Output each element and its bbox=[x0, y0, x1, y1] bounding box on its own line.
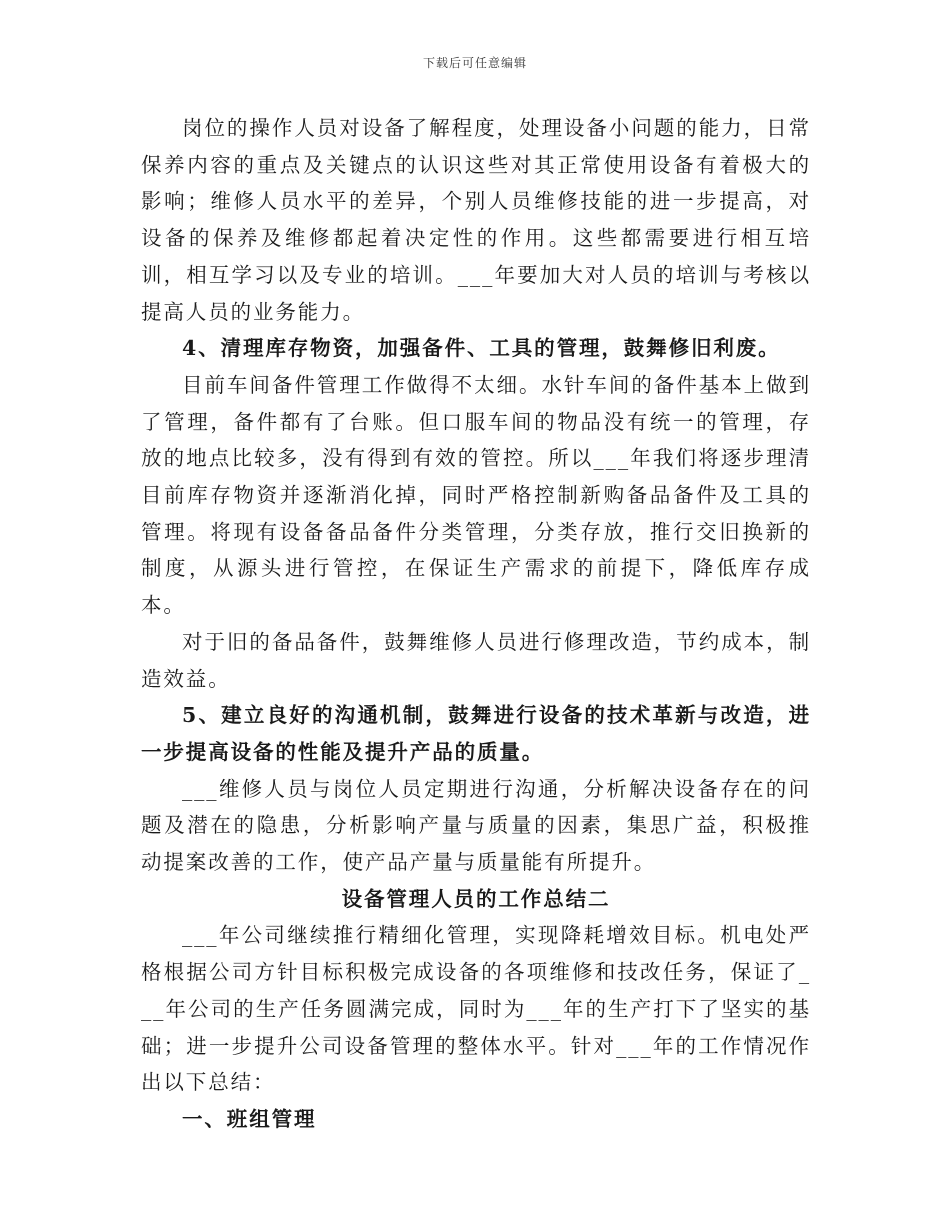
heading-communication-mechanism: 5、建立良好的沟通机制，鼓舞进行设备的技术革新与改造，进一步提高设备的性能及提升产品的质量。 bbox=[141, 703, 811, 764]
section-title-summary-two: 设备管理人员的工作总结二 bbox=[341, 886, 611, 911]
paragraph-company-management: ___年公司继续推行精细化管理，实现降耗增效目标。机电处严格根据公司方针目标积极完成设备的各项维修和技改任务，保证了___年公司的生产任务圆满完成，同时为___年的生产打下了坚实的基础；进一步提升公司设备管理的整体水平。针对___年的工作情况作出以下总结： bbox=[141, 923, 811, 1095]
paragraph-communication: ___维修人员与岗位人员定期进行沟通，分析解决设备存在的问题及潜在的隐患，分析影响产量与质量的因素，集思广益，积极推动提案改善的工作，使产品产量与质量能有所提升。 bbox=[141, 776, 811, 875]
heading-inventory-management: 4、清理库存物资，加强备件、工具的管理，鼓舞修旧利废。 bbox=[182, 336, 781, 361]
heading-team-management: 一、班组管理 bbox=[182, 1106, 317, 1131]
paragraph-spare-parts: 目前车间备件管理工作做得不太细。水针车间的备件基本上做到了管理，备件都有了台账。但口服车间的物品没有统一的管理，存放的地点比较多，没有得到有效的管控。所以___年我们将逐步理清目前库存物资并逐渐消化掉，同时严格控制新购备品备件及工具的管理。将现有设备备品备件分类管理，分类存放，推行交旧换新的制度，从源头进行管控，在保证生产需求的前提下，降低库存成本。 bbox=[141, 372, 811, 618]
page-header-note: 下载后可任意编辑 bbox=[422, 56, 527, 70]
paragraph-old-parts: 对于旧的备品备件，鼓舞维修人员进行修理改造，节约成本，制造效益。 bbox=[141, 629, 811, 691]
document-body bbox=[141, 110, 811, 1138]
paragraph-operator-training: 岗位的操作人员对设备了解程度，处理设备小问题的能力，日常保养内容的重点及关键点的认识这些对其正常使用设备有着极大的影响；维修人员水平的差异，个别人员维修技能的进一步提高，对设备的保养及维修都起着决定性的作用。这些都需要进行相互培训，相互学习以及专业的培训。___年要加大对人员的培训与考核以提高人员的业务能力。 bbox=[141, 116, 811, 324]
